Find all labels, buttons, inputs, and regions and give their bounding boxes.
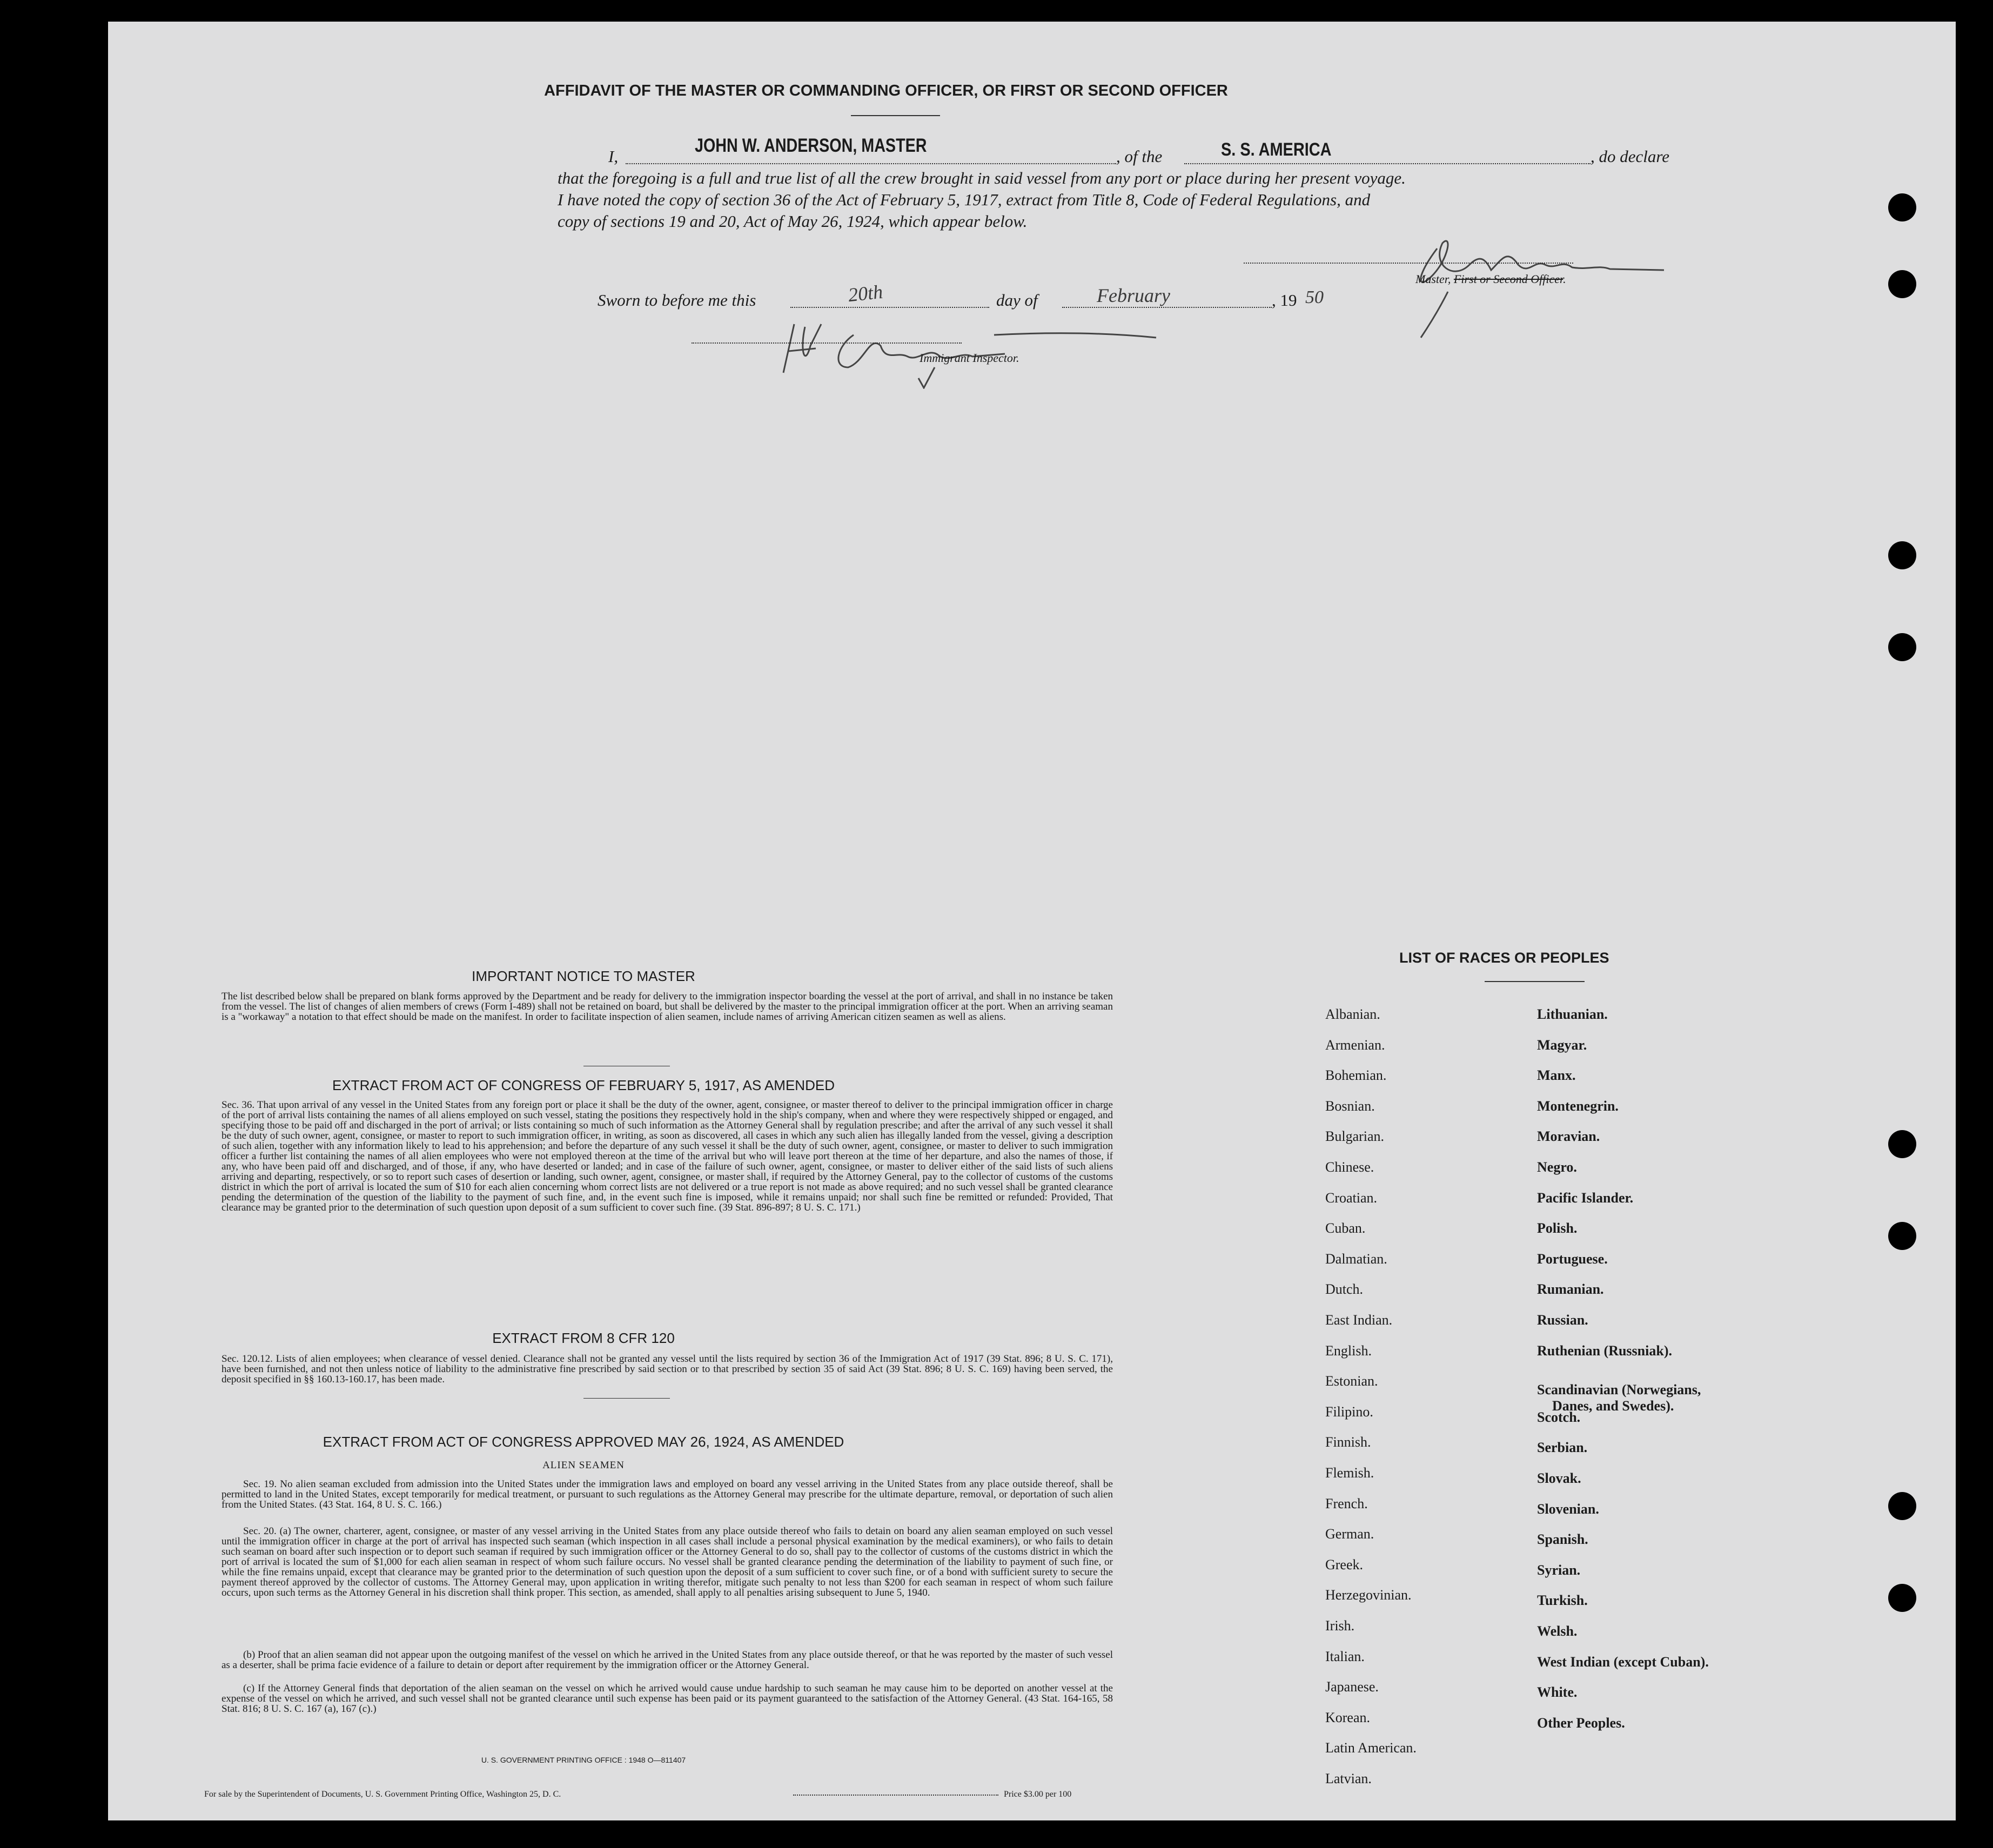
punch-hole xyxy=(1888,541,1916,569)
notice-title: IMPORTANT NOTICE TO MASTER xyxy=(472,968,695,984)
inspector-signature-line xyxy=(692,342,962,344)
vessel-line xyxy=(1184,163,1591,164)
punch-hole xyxy=(1888,1222,1916,1250)
divider xyxy=(583,1398,670,1399)
race-item: Pacific Islander. xyxy=(1537,1190,1634,1206)
extract-1924-sec20b: (b) Proof that an alien seaman did not appear upon the outgoing manifest of the vessel on which he arrived in the United States from any place outside thereof, or that he was reported by the master of such vessel as a deserter, shall be prima facie evidence of a failure to detain or deport after requirement by the immigration officer or the Attorney General. xyxy=(222,1649,1113,1671)
extract-1924-sec20c: (c) If the Attorney General finds that deportation of the alien seaman on the vessel on which he arrived would cause undue hardship to such seaman he may cause him to be deported on another vessel at the expense of the vessel on which he arrived, and such vessel shall not be granted clearance until such expense has been paid or its payment guaranteed to the satisfaction of the Attorney General. (43 Stat. 164-165, 58 Stat. 816; 8 U. S. C. 167 (a), 167 (c).) xyxy=(222,1683,1113,1715)
signer-title xyxy=(1415,272,1566,286)
race-item: Moravian. xyxy=(1537,1128,1600,1145)
divider xyxy=(1485,981,1585,982)
master-name-line xyxy=(626,163,1116,164)
signer-struck: First or Second Officer xyxy=(1453,272,1563,286)
punch-hole xyxy=(1888,1584,1916,1612)
affidavit-line-3: I have noted the copy of section 36 of the Act of February 5, 1917, extract from Title 8, Code of Federal Regulations, and xyxy=(558,190,1371,209)
race-item: Croatian. xyxy=(1325,1190,1378,1206)
race-item: Bulgarian. xyxy=(1325,1128,1385,1145)
race-item: Syrian. xyxy=(1537,1562,1581,1578)
extract-1924-sec19: Sec. 19. No alien seaman excluded from admission into the United States under the immigration laws and employed on board any vessel arriving in the United States from any place outside thereof, shall be permitted to land in the United States, except temporarily for medical treatment, or pursuant to such regulations as the Attorney General may prescribe for the ultimate departure, removal, or deportation of such alien from the United States. (43 Stat. 164, 8 U. S. C. 166.) xyxy=(222,1479,1113,1510)
punch-hole xyxy=(1888,1492,1916,1520)
divider xyxy=(851,115,940,116)
sworn-day: 20th xyxy=(847,280,884,306)
race-item: Albanian. xyxy=(1325,1006,1380,1022)
affidavit-i: I, xyxy=(608,147,619,166)
race-item: Cuban. xyxy=(1325,1220,1366,1237)
race-item: Polish. xyxy=(1537,1220,1578,1237)
sworn-label: Sworn to before me this xyxy=(598,291,756,310)
race-item: Chinese. xyxy=(1325,1159,1374,1175)
extract-1917-title: EXTRACT FROM ACT OF CONGRESS OF FEBRUARY 5, 1917, AS AMENDED xyxy=(332,1077,835,1093)
race-item: Manx. xyxy=(1537,1067,1576,1084)
affidavit-line-4: copy of sections 19 and 20, Act of May 26, 1924, which appear below. xyxy=(558,212,1028,231)
race-item: Finnish. xyxy=(1325,1434,1371,1450)
extract-1924-subtitle: ALIEN SEAMEN xyxy=(542,1460,625,1471)
race-item: Scotch. xyxy=(1537,1409,1581,1425)
gpo-line: U. S. GOVERNMENT PRINTING OFFICE : 1948 O—811407 xyxy=(481,1756,686,1764)
extract-1924-title: EXTRACT FROM ACT OF CONGRESS APPROVED MAY 26, 1924, AS AMENDED xyxy=(323,1434,844,1450)
race-item: Magyar. xyxy=(1537,1037,1587,1053)
race-item: Montenegrin. xyxy=(1537,1098,1619,1114)
race-item: Dalmatian. xyxy=(1325,1251,1387,1267)
race-item: Italian. xyxy=(1325,1648,1365,1664)
race-item: Lithuanian. xyxy=(1537,1006,1608,1022)
race-item: Other Peoples. xyxy=(1537,1715,1625,1731)
race-item: Scandinavian (Norwegians, xyxy=(1537,1382,1701,1398)
race-item: Portuguese. xyxy=(1537,1251,1608,1267)
sworn-month: February xyxy=(1097,285,1170,306)
race-item: Herzegovinian. xyxy=(1325,1587,1412,1603)
year-prefix: , 19 xyxy=(1272,291,1297,310)
signer-label: Master, xyxy=(1415,272,1451,286)
footer-left: For sale by the Superintendent of Documents, U. S. Government Printing Office, Washington 25, D. C. xyxy=(204,1790,561,1799)
punch-hole xyxy=(1888,633,1916,661)
race-item: Negro. xyxy=(1537,1159,1577,1175)
race-item: Japanese. xyxy=(1325,1679,1379,1695)
race-item: West Indian (except Cuban). xyxy=(1537,1654,1709,1670)
of-the-label: , of the xyxy=(1116,147,1163,166)
inspector-label: Immigrant Inspector. xyxy=(920,351,1019,365)
footer-leader xyxy=(793,1795,998,1796)
race-item: Latvian. xyxy=(1325,1771,1372,1786)
day-of-label: day of xyxy=(996,291,1038,310)
race-item: Rumanian. xyxy=(1537,1281,1604,1298)
affidavit-title: AFFIDAVIT OF THE MASTER OR COMMANDING OFFICER, OR FIRST OR SECOND OFFICER xyxy=(544,82,1228,99)
vessel-name: S. S. AMERICA xyxy=(1221,139,1332,160)
inspector-signature xyxy=(778,303,1189,389)
sworn-year: 50 xyxy=(1305,287,1324,307)
race-item: French. xyxy=(1325,1495,1368,1511)
notice-text: The list described below shall be prepared on blank forms approved by the Department and be ready for delivery to the immigration inspector boarding the vessel at the port of arrival, and shall in no instance be taken from the vessel. The list of changes of alien members of crews (Form I-489) shall not be retained on board, but shall be delivered by the master to the principal immigration officer at the port. When an arriving seaman is a "workaway" a notation to that effect should be made on the manifest. In order to facilitate inspection of alien seamen, include names of arriving American citizen seamen as well as aliens. xyxy=(222,991,1113,1023)
race-item: Flemish. xyxy=(1325,1465,1374,1481)
race-item: Latin American. xyxy=(1325,1740,1417,1756)
race-item: Greek. xyxy=(1325,1556,1364,1573)
race-item: Korean. xyxy=(1325,1709,1371,1725)
race-item: Dutch. xyxy=(1325,1281,1364,1298)
signer-end: . xyxy=(1563,272,1566,286)
race-item: Spanish. xyxy=(1537,1531,1588,1548)
race-item: Danes, and Swedes). xyxy=(1552,1398,1674,1414)
footer-right: Price $3.00 per 100 xyxy=(1004,1790,1072,1799)
extract-1917-text: Sec. 36. That upon arrival of any vessel in the United States from any foreign port or place it shall be the duty of the owner, agent, consignee, or master thereof to deliver to the principal immigration officer in charge of the port of arrival lists containing the names of all aliens employed on such vessel, stating the positions they respectively hold in the ship's company, when and where they were respectively shipped or engaged, and specifying those to be paid off and discharged in the port of arrival; or lists containing so much of such information as the Attorney General shall by regulation prescribe; and after the arrival of any such vessel it shall be the duty of such owner, agent, consignee, or master to report to such immigration officer, in writing, as soon as discovered, all cases in which any such alien has illegally landed from the vessel, giving a description of such alien, together with any information likely to lead to his apprehension; and before the departure of any such vessel it shall be the duty of such owner, agent, consignee, or master to deliver to such immigration officer a further list containing the names of all alien employees who were not employed thereon at the time of the arrival but who will leave port thereon at the time of her departure, and also the names of those, if any, who have been paid off and discharged, and of those, if any, who have deserted or landed; and in case of the failure of such owner, agent, consignee, or master to deliver either of the said lists of such aliens arriving and departing, respectively, or so to report such cases of desertion or landing, such owner, agent, consignee, or master shall, if required by the Attorney General, pay to the collector of customs of the customs district in which the port of arrival is located the sum of $10 for each alien concerning whom correct lists are not delivered or a true report is not made as above required; and no such vessel shall be granted clearance pending the determination of the question of the liability to the payment of such fine, and, in the event such fine is imposed, while it remains unpaid; nor shall such fine be remitted or refunded: Provided, That clearance may be granted prior to the determination of such question upon deposit of a sum sufficient to cover such fine. (39 Stat. 896-897; 8 U. S. C. 171.) xyxy=(222,1099,1113,1213)
race-item: Armenian. xyxy=(1325,1037,1385,1053)
extract-cfr-title: EXTRACT FROM 8 CFR 120 xyxy=(492,1330,675,1346)
race-item: Estonian. xyxy=(1325,1373,1378,1389)
race-item: Serbian. xyxy=(1537,1440,1588,1456)
document-page xyxy=(108,22,1956,1820)
do-declare-label: , do declare xyxy=(1591,147,1670,166)
punch-hole xyxy=(1888,1130,1916,1158)
race-item: Turkish. xyxy=(1537,1592,1588,1609)
affidavit-line-2: that the foregoing is a full and true list of all the crew brought in said vessel from any port or place during her present voyage. xyxy=(558,169,1406,187)
race-item: Filipino. xyxy=(1325,1403,1373,1420)
race-item: Welsh. xyxy=(1537,1623,1578,1639)
extract-1924-sec20a: Sec. 20. (a) The owner, charterer, agent, consignee, or master of any vessel arriving in the United States from any place outside thereof who fails to detain on board any alien seaman employed on such vessel until the immigration officer in charge at the port of arrival has inspected such seaman (which inspection in all cases shall include a personal physical examination by the medical examiners), or who fails to detain such seaman on board after such inspection or to deport such seaman if required by such immigration officer or the Attorney General to do so, shall pay to the collector of customs of the customs district in which the port of arrival is located the sum of $1,000 for each alien seaman in respect of whom such failure occurs. No vessel shall be granted clearance pending the determination of the liability to payment of such fine, or while the fine remains unpaid, except that clearance may be granted prior to the determination of such question upon the deposit of a sum sufficient to cover such fine, or of a bond with sufficient surety to secure the payment thereof approved by the collector of customs. The Attorney General may, upon application in writing therefor, mitigate such penalty to not less than $200 for each seaman in respect of whom such failure occurs, upon such terms as the Attorney General in his discretion shall think proper. This section, as amended, shall apply to all penalties arising subsequent to June 5, 1940. xyxy=(222,1526,1113,1598)
race-item: White. xyxy=(1537,1684,1578,1701)
race-item: German. xyxy=(1325,1526,1374,1542)
race-item: Ruthenian (Russniak). xyxy=(1537,1342,1672,1359)
race-item: Irish. xyxy=(1325,1618,1355,1634)
master-signature-line xyxy=(1244,263,1573,264)
master-name: JOHN W. ANDERSON, MASTER xyxy=(695,135,927,156)
extract-cfr-text: Sec. 120.12. Lists of alien employees; when clearance of vessel denied. Clearance shall not be granted any vessel until the lists required by section 36 of the Immigration Act of 1917 (39 Stat. 896; 8 U. S. C. 171), have been furnished, and not then unless notice of liability to the administrative fine prescribed by said section or to that prescribed by section 35 of said Act (39 Stat. 896; 8 U. S. C. 169) having been served, the deposit specified in §§ 160.13-160.17, has been made. xyxy=(222,1353,1113,1385)
race-item: Bosnian. xyxy=(1325,1098,1375,1114)
race-item: Slovenian. xyxy=(1537,1501,1599,1517)
races-title: LIST OF RACES OR PEOPLES xyxy=(1399,950,1609,966)
race-item: English. xyxy=(1325,1342,1372,1359)
race-item: Slovak. xyxy=(1537,1470,1581,1486)
punch-hole xyxy=(1888,193,1916,221)
race-item: Bohemian. xyxy=(1325,1067,1387,1084)
race-item: East Indian. xyxy=(1325,1312,1393,1328)
punch-hole xyxy=(1888,270,1916,298)
race-item: Russian. xyxy=(1537,1312,1588,1328)
